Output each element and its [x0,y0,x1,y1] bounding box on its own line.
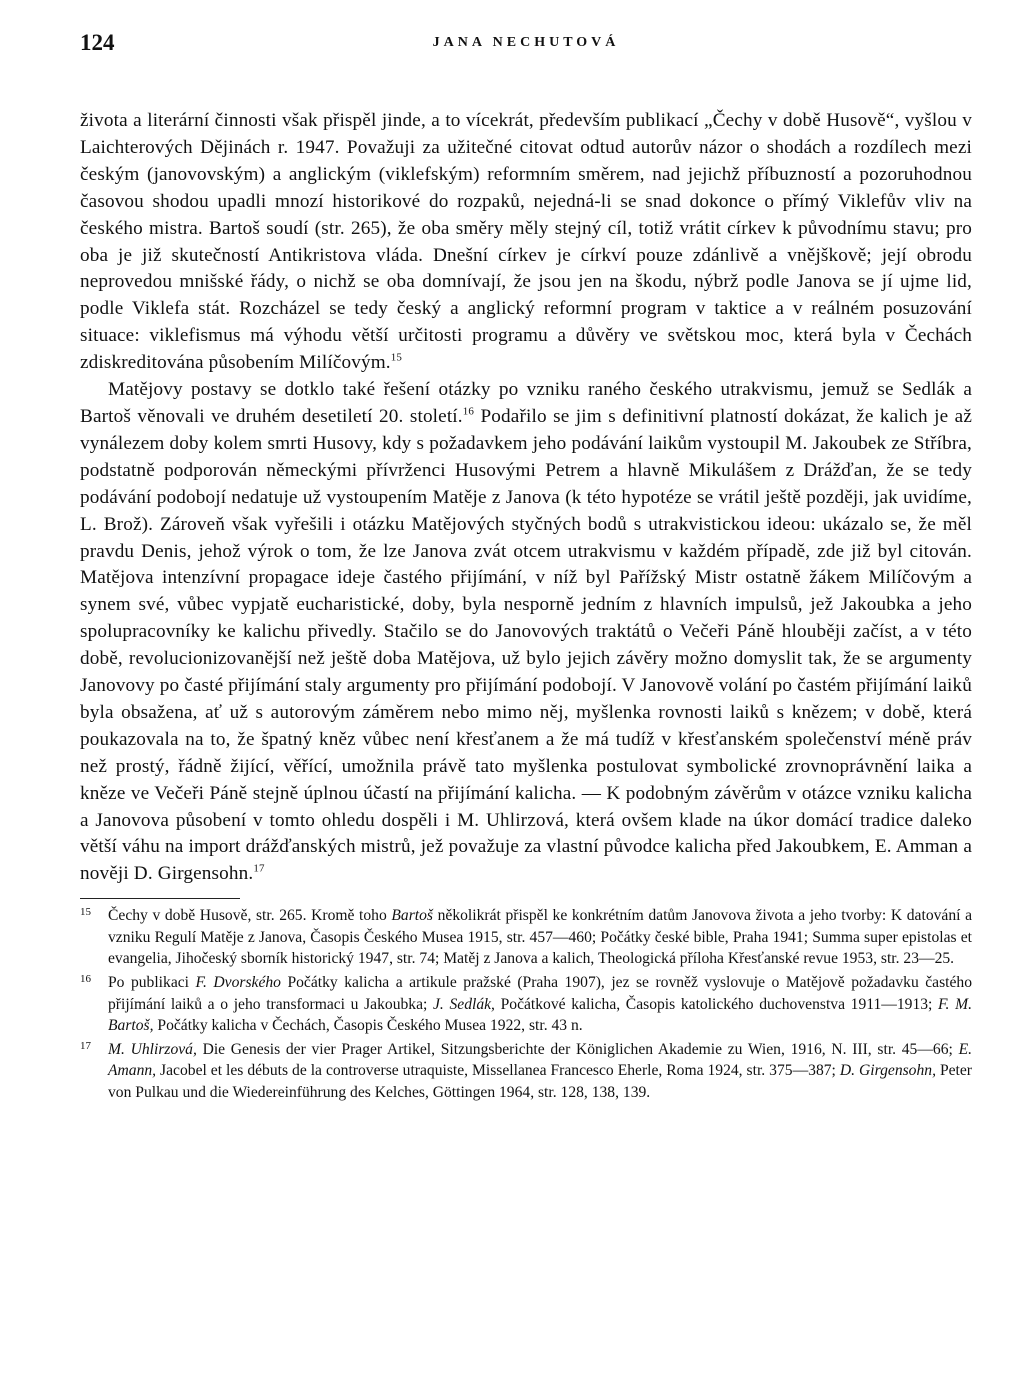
footnotes [80,905,972,1103]
footnote-text: několikrát přispěl ke konkrétním datům Janovova života a jeho tvorby: K datování a vzniku Regulí Matěje z Janova, Časopis Českého Musea 1915, str. 457—460; Počátky české bible, Praha 1941; Summa super epistolas et evangelia, Jihočeský sborník historický 1947, str. 74; Matěj z Janova a kalich, Theologická příloha Křesťanské revue 1953, str. 23—25. [108,907,972,968]
footnote-text: Po publikaci [108,974,196,992]
footnote-divider [80,898,240,899]
footnote-italic: Bartoš [391,907,433,925]
paragraph-1-text: života a literární činnosti však přispěl jinde, a to vícekrát, především publikací „Čechy v době Husově“, vyšlou v Laichterových Dějinách r. 1947. Považuji za užitečné citovat odtud autorův názor o shodách a rozdílech mezi českým (janovovským) a anglickým (viklefským) reformním směrem, nad jejichž příbuzností a pozoruhodnou časovou shodou upadli mnozí historikové do rozpaků, nejedná-li se snad dokonce o přímý Viklefův vliv na českého mistra. Bartoš soudí (str. 265), že oba směry měly stejný cíl, totiž vrátit církev k původnímu stavu; pro oba je již skutečností Antikristova vláda. Dnešní církev je církví pouze zdánlivě a vnějškově; její obrodu neprovedou mnišské řády, o nichž se oba domnívají, že jsou jen na škodu, nýbrž podle Janova se jí ujme lid, podle Viklefa stát. Rozcházel se tedy český a anglický reformní program v taktice a v reálném posuzování situace: viklefismus má výhodu větší určitosti programu a důvěry ve světskou moc, která byla v Čechách zdiskreditována působením Milíčovým. [80,110,972,374]
footnote-italic: F. Dvorského [195,974,281,992]
paragraph-2 [80,377,972,888]
paragraph-1 [80,108,972,377]
footnote-ref-16: 16 [462,405,475,418]
footnote-text: Čechy v době Husově, str. 265. Kromě toho [108,907,392,925]
footnote-16 [80,972,972,1037]
footnote-ref-17: 17 [253,862,265,875]
footnote-text: Die Genesis der vier Prager Artikel, Sitzungsberichte der Königlichen Akademie zu Wien, 1916, N. III, str. 45—66; [196,1040,959,1058]
footnote-number: 16 [80,973,91,986]
footnote-italic: D. Girgensohn, [839,1062,936,1080]
footnote-text: Počátky kalicha v Čechách, Časopis Českého Musea 1922, str. 43 n. [153,1017,583,1035]
footnote-15 [80,905,972,970]
running-head: JANA NECHUTOVÁ [432,35,620,50]
footnote-17 [80,1039,972,1104]
footnote-text: Počátkové kalicha, Časopis katolického duchovenstva 1911—1913; [494,995,939,1013]
footnote-italic: J. Sedlák, [433,995,495,1013]
footnote-text: Počátky kalicha a artikule pražské (Praha 1907), jez se rovněž vyslovuje o Matějově požadavku častého přijímání laiků a o jeho transformaci u Jakoubka; [108,974,972,1013]
paragraph-2-text-b: Podařilo se jim s definitivní platností dokázat, že kalich je až vynálezem doby kolem smrti Husovy, kdy s požadavkem jeho podávání laikům vystoupil M. Jakoubek ze Stříbra, podstatně podporován německými přívrženci Husovými Petrem a hlavně Mikulášem z Drážďan, že se tedy podávání podobojí nedatuje už vystoupením Matěje z Janova (k této hypotéze se vrátil ještě později, jak uvidíme, L. Brož). Zároveň však vyřešili i otázku Matějových styčných bodů s utrakvistickou ideou: ukázalo se, že měl pravdu Denis, jehož výrok o tom, že lze Janova zvát otcem utrakvismu v každém případě, zde již byl citován. Matějova intenzívní propagace ideje častého přijímání, v níž byl Pařížský Mistr ostatně žákem Milíčovým a synem své, vůbec vypjatě eucharistické, doby, byla nesporně jedním z hlavních impulsů, jež Jakoubka a jeho spolupracovníky ke kalichu přivedly. Stačilo se do Janovových traktátů o Večeři Páně hlouběji začíst, a v této době, revolucionizovanější než ještě doba Matějova, už bylo jejich závěry možno domyslit tak, že se argumenty Janovovy po časté přijímání staly argumenty pro přijímání podobojí. V Janovově volání po častém přijímání laiků byla obsažena, ať už s autorovým záměrem nebo mimo něj, myšlenka rovnosti laiků s knězem; v době, která poukazovala na to, že špatný kněz vůbec není křesťanem a že má tudíž v křesťanském společenství méně práv než prostý, řádně žijící, věřící, umožnila právě tato myšlenka postulovat symbolické zrovnoprávnění laika a kněze ve Večeři Páně stejně úplnou účastí na přijímání kalicha. — K podobným závěrům v otázce vzniku kalicha a Janovova působení v tomto ohledu dospěli i M. Uhlirzová, která ovšem klade na úkor domácí tradice daleko větší váhu na import drážďanských mistrů, jež považuje za vlastní původce kalicha před Jakoubkem, E. Amman a nověji D. Girgensohn. [80,405,972,885]
footnote-ref-15: 15 [390,351,403,364]
footnote-italic: E. Amann, [108,1040,973,1080]
footnote-number: 15 [80,906,91,919]
page-number: 124 [80,30,115,55]
footnote-number: 17 [80,1039,91,1052]
body-text [80,108,972,888]
page-header [80,30,972,64]
footnote-italic: M. Uhlirzová, [108,1040,197,1058]
paragraph-2-text-a: Matějovy postavy se dotklo také řešení otázky po vzniku raného českého utrakvismu, jemuž se Sedlák a Bartoš věnovali ve druhém desetiletí 20. století. [80,379,972,427]
footnote-text: Jacobel et les débuts de la controverse utraquiste, Missellanea Francesco Eherle, Roma 1924, str. 375—387; [156,1062,840,1080]
footnote-text: Peter von Pulkau und die Wiedereinführung des Kelches, Göttingen 1964, str. 128, 138, 139. [108,1062,973,1102]
footnote-italic: F. M. Bartoš, [108,995,972,1035]
